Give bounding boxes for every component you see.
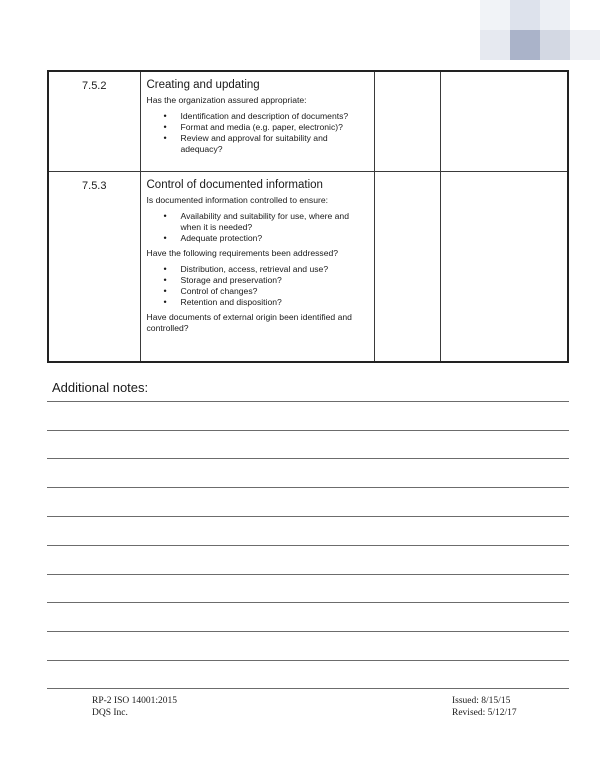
clause-content-cell [140,71,374,171]
audit-checklist-table [47,70,569,363]
footer-right [452,695,517,719]
comments-cell[interactable] [440,171,568,362]
footer-revised-date: Revised: 5/12/17 [452,708,517,718]
response-cell[interactable] [374,71,440,171]
clause-heading: Creating and updating [146,79,260,91]
clause-question: Have documents of external origin been identified and controlled? [146,311,352,333]
footer-left [92,695,177,719]
note-line[interactable] [47,660,569,661]
clause-number: 7.5.3 [82,179,107,192]
footer-doc-id: RP-2 ISO 14001:2015 [92,696,177,706]
note-line[interactable] [47,487,569,488]
clause-number-cell [48,71,140,171]
note-line[interactable] [47,602,569,603]
note-line[interactable] [47,545,569,546]
clause-question: Is documented information controlled to ensure: [146,194,329,205]
clause-question: Has the organization assured appropriate: [146,95,307,105]
note-line[interactable] [47,516,569,517]
note-line[interactable] [47,401,569,402]
checklist-row-7-5-3 [48,171,568,362]
requirement-item: • Retention and disposition? [181,297,368,308]
clause-question: Have the following requirements been addressed? [146,247,339,258]
footer-issued-date: Issued: 8/15/15 [452,696,511,706]
requirement-item: • Availability and suitability for use, where and when it is needed? [181,211,368,233]
requirement-item: • Format and media (e.g. paper, electronic)? [181,122,368,133]
response-cell[interactable] [374,171,440,362]
requirement-list [147,264,368,308]
requirement-list [147,111,368,155]
requirement-item: • Distribution, access, retrieval and use? [181,264,368,275]
note-line[interactable] [47,574,569,575]
note-line[interactable] [47,458,569,459]
requirement-item: • Identification and description of documents? [181,111,368,122]
clause-heading: Control of documented information [146,178,323,191]
clause-number-cell [48,171,140,362]
requirement-item: • Review and approval for suitability and adequacy? [181,133,368,155]
clause-content-cell [140,171,374,362]
requirement-item: • Storage and preservation? [181,275,368,286]
checklist-row-7-5-2 [48,71,568,171]
requirement-list [147,211,368,244]
clause-number: 7.5.2 [82,80,107,92]
note-line[interactable] [47,430,569,431]
requirement-item: • Control of changes? [181,286,368,297]
footer-rule [47,688,569,689]
comments-cell[interactable] [440,71,568,171]
footer-company: DQS Inc. [92,708,128,718]
additional-notes-title: Additional notes: [52,380,149,395]
requirement-item: • Adequate protection? [181,233,368,244]
logo-mosaic [480,0,600,64]
note-line[interactable] [47,631,569,632]
